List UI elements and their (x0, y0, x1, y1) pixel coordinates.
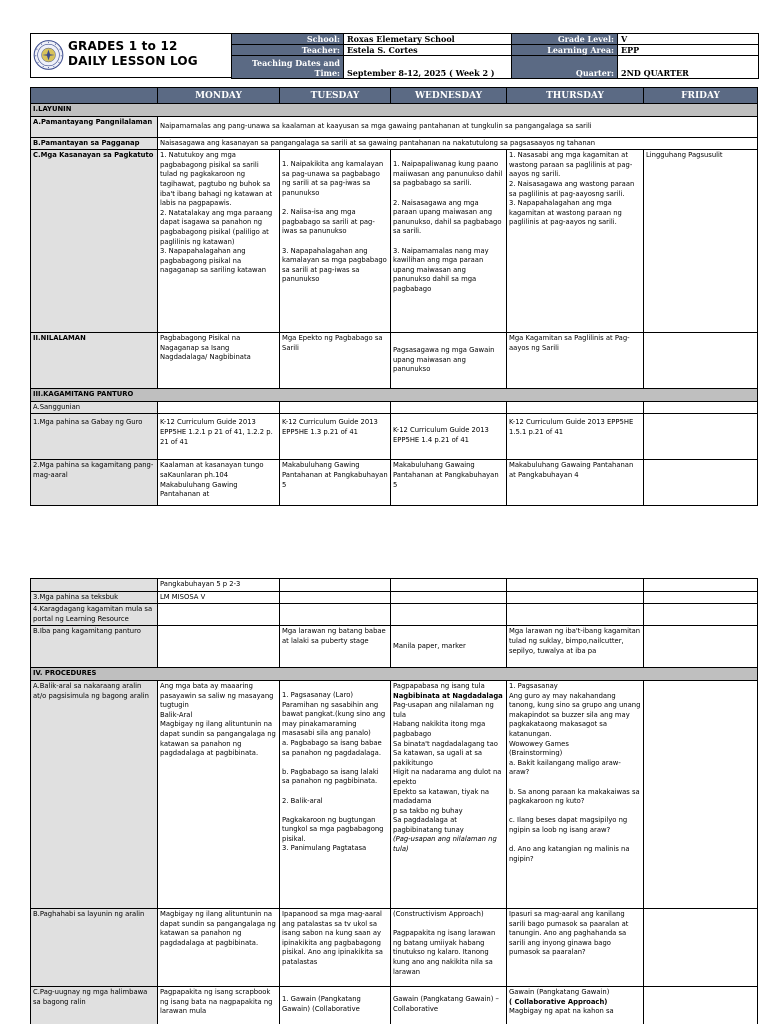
karagdagang-tuesday (280, 604, 391, 626)
poem-title: Nagbibinata at Nagdadalaga (393, 691, 503, 700)
nilalaman-thursday: Mga Kagamitan sa Paglilinis at Pag-aayos ng Sarili (507, 333, 644, 389)
teksbuk-wednesday (391, 591, 507, 604)
continuation-wednesday (391, 579, 507, 592)
row-label-gabay-ng-guro: 1.Mga pahina sa Gabay ng Guro (31, 414, 158, 460)
pamantayang-pangnilalaman-text: Naipamamalas ang pang-unawa sa kaalaman at kaayusan sa mga gawaing pantahanan at tungkulin sa pangangalaga sa sarili (158, 116, 758, 137)
paghahabi-monday: Magbigay ng ilang alituntunin na dapat sundin sa pangangalaga ng katawan sa panahon ng pagdadalaga at pagbibinata. (158, 908, 280, 986)
pag-uugnay-wednesday: Gawain (Pangkatang Gawain) – Collaborative (391, 986, 507, 1024)
row-label-nilalaman: II.NILALAMAN (31, 333, 158, 389)
school-value: Roxas Elemetary School (344, 34, 512, 45)
lesson-table-page-1 (30, 87, 758, 506)
day-header-monday: MONDAY (158, 88, 280, 104)
row-label-continuation (31, 579, 158, 592)
learning-area-label: Learning Area: (512, 45, 618, 56)
continuation-monday: Pangkabuhayan 5 p 2-3 (158, 579, 280, 592)
gabay-thursday: K-12 Curriculum Guide 2013 EPP5HE 1.5.1 p.21 of 41 (507, 414, 644, 460)
teksbuk-thursday (507, 591, 644, 604)
iba-pang-tuesday: Mga larawan ng batang babae at lalaki sa puberty stage (280, 626, 391, 668)
pang-mag-aaral-friday (644, 460, 758, 506)
pang-mag-aaral-tuesday: Makabuluhang Gawing Pantahanan at Pangkabuhayan 5 (280, 460, 391, 506)
row-label-teksbuk: 3.Mga pahina sa teksbuk (31, 591, 158, 604)
title-line-2: DAILY LESSON LOG (68, 54, 198, 68)
sanggunian-friday (644, 401, 758, 414)
karagdagang-thursday (507, 604, 644, 626)
deped-seal-icon (33, 35, 64, 75)
row-label-pag-uugnay: C.Pag-uugnay ng mga halimbawa sa bagong ralin (31, 986, 158, 1024)
balik-aral-tuesday: 1. Pagsasanay (Laro) Paramihan ng sasabihin ang bawat pangkat.(kung sino ang may pinakamaraming masasabi sila ang panalo) a. Pagbabago sa isang babae sa panahon ng pagdadalaga. b. Pagbabago sa isang lalaki sa panahon ng pagbibinata. 2. Balik-aral Pagkakaroon ng bugtungan tungkol sa mga pagbabagong pisikal. 3. Panimulang Pagtatasa (280, 680, 391, 908)
iba-pang-friday (644, 626, 758, 668)
poem-intro: Pagpapabasa ng isang tula (393, 681, 485, 690)
pag-uugnay-friday (644, 986, 758, 1024)
nilalaman-friday (644, 333, 758, 389)
sanggunian-thursday (507, 401, 644, 414)
sanggunian-wednesday (391, 401, 507, 414)
poem-note: (Pag-usapan ang nilalaman ng tula) (393, 835, 497, 854)
continuation-thursday (507, 579, 644, 592)
nilalaman-monday: Pagbabagong Pisikal na Nagaganap sa Isang Nagdadalaga/ Nagbibinata (158, 333, 280, 389)
gabay-wednesday: K-12 Curriculum Guide 2013 EPP5HE 1.4 p.21 of 41 (391, 414, 507, 460)
iba-pang-thursday: Mga larawan ng iba't-ibang kagamitan tulad ng suklay, bimpo,nailcutter, sepilyo, tuwalya at iba pa (507, 626, 644, 668)
section-kagamitang-panturo: III.KAGAMITANG PANTURO (31, 389, 758, 402)
karagdagang-monday (158, 604, 280, 626)
row-label-kagamitang-pang-mag-aaral: 2.Mga pahina sa kagamitang pang-mag-aaral (31, 460, 158, 506)
teksbuk-monday: LM MISOSA V (158, 591, 280, 604)
kasanayan-tuesday: 1. Naipakikita ang kamalayan sa pag-unawa sa pagbabago ng sarili at sa pag-iwas sa panunukso 2. Naiisa-isa ang mga pagbabago sa sarili at pag-iwas sa panunukso 3. Napapahalagahan ang kamalayan sa mga pagbabago sa sarili at pag-iwas sa panunukso (280, 150, 391, 333)
day-header-wednesday: WEDNESDAY (391, 88, 507, 104)
gabay-monday: K-12 Curriculum Guide 2013 EPP5HE 1.2.1 p 21 of 41, 1.2.2 p. 21 of 41 (158, 414, 280, 460)
row-label-pamantayan-pagganap: B.Pamantayan sa Pagganap (31, 137, 158, 150)
pag-uugnay-thursday-intro: Gawain (Pangkatang Gawain) (509, 987, 610, 996)
continuation-friday (644, 579, 758, 592)
row-label-iba-pang-kagamitan: B.Iba pang kagamitang panturo (31, 626, 158, 668)
quarter-label: Quarter: (512, 56, 618, 79)
lesson-log-page-2 (0, 578, 768, 1024)
paghahabi-tuesday: Ipapanood sa mga mag-aaral ang patalastas sa tv ukol sa isang sabon na kung saan ay ipinakikita ang pagbabagong pisikal. Ano ang ipinakikita sa patalastas (280, 908, 391, 986)
grade-level-value: V (618, 34, 759, 45)
teksbuk-tuesday (280, 591, 391, 604)
nilalaman-tuesday: Mga Epekto ng Pagbabago sa Sarili (280, 333, 391, 389)
balik-aral-thursday: 1. Pagsasanay Ang guro ay may nakahandang tanong, kung sino sa grupo ang unang makapindot sa buzzer sila ang may pagkakataong makasagot sa katanungan. Wowowey Games (Brainstorming) a. Bakit kailangang maligo araw-araw? b. Sa anong paraan ka makakaiwas sa pagkakaroon ng kuto? c. Ilang beses dapat magsipilyo ng ngipin sa loob ng isang araw? d. Ano ang katangian ng malinis na ngipin? (507, 680, 644, 908)
karagdagang-wednesday (391, 604, 507, 626)
day-header-tuesday: TUESDAY (280, 88, 391, 104)
pag-uugnay-monday: Pagpapakita ng isang scrapbook ng isang bata na nagpapakita ng larawan mula (158, 986, 280, 1024)
teksbuk-friday (644, 591, 758, 604)
pang-mag-aaral-thursday: Makabuluhang Gawaing Pantahanan at Pangkabuhayan 4 (507, 460, 644, 506)
continuation-tuesday (280, 579, 391, 592)
nilalaman-wednesday: Pagsasagawa ng mga Gawain upang maiwasan ang panunukso (391, 333, 507, 389)
quarter-value: 2ND QUARTER (618, 56, 759, 79)
row-label-balik-aral: A.Balik-aral sa nakaraang aralin at/o pagsisimula ng bagong aralin (31, 680, 158, 908)
section-procedures: IV. PROCEDURES (31, 668, 758, 681)
header-info-table (231, 33, 759, 79)
iba-pang-monday (158, 626, 280, 668)
balik-aral-friday (644, 680, 758, 908)
paghahabi-thursday: Ipasuri sa mag-aaral ang kanilang sarili bago pumasok sa paaralan at tanungin. Ano ang paghahanda sa sarili ang inyong ginawa bago pumasok sa paaralan? (507, 908, 644, 986)
teacher-value: Estela S. Cortes (344, 45, 512, 56)
pag-uugnay-tuesday: 1. Gawain (Pangkatang Gawain) (Collaborative (280, 986, 391, 1024)
pang-mag-aaral-wednesday: Makabuluhang Gawaing Pantahanan at Pangkabuhayan 5 (391, 460, 507, 506)
teaching-dates-label: Teaching Dates and Time: (232, 56, 344, 79)
grade-level-label: Grade Level: (512, 34, 618, 45)
title-line-1: GRADES 1 to 12 (68, 39, 178, 53)
sanggunian-tuesday (280, 401, 391, 414)
kasanayan-wednesday: 1. Naipapaliwanag kung paano maiiwasan ang panunukso dahil sa pagbabago sa sarili. 2. Naisasagawa ang mga paraan upang maiwasan ang panunukso, dahil sa pagbabago sa sarili. 3. Naipamamalas nang may kawilihan ang mga paraan upang maiwasan ang panunukso dahil sa mga pagbabago (391, 150, 507, 333)
row-label-sanggunian: A.Sanggunian (31, 401, 158, 414)
pag-uugnay-thursday-approach: ( Collaborative Approach) (509, 997, 608, 1006)
row-label-kasanayan: C.Mga Kasanayan sa Pagkatuto (31, 150, 158, 333)
balik-aral-monday: Ang mga bata ay maaaring pasayawin sa saliw ng masayang tugtugin Balik-Aral Magbigay ng ilang alituntunin na dapat sundin sa pangangalaga ng katawan sa panahon ng pagdadalaga at pagbibinata. (158, 680, 280, 908)
paghahabi-wednesday: (Constructivism Approach) Pagpapakita ng isang larawan ng batang umiiyak habang tinutukso ng kalaro. Itanong kung ano ang nakikita nila sa larawan (391, 908, 507, 986)
day-header-friday: FRIDAY (644, 88, 758, 104)
kasanayan-friday: Lingguhang Pagsusulit (644, 150, 758, 333)
iba-pang-wednesday: Manila paper, marker (391, 626, 507, 668)
row-label-pamantayang-pangnilalaman: A.Pamantayang Pangnilalaman (31, 116, 158, 137)
gabay-friday (644, 414, 758, 460)
row-label-karagdagang-kagamitan: 4.Karagdagang kagamitan mula sa portal ng Learning Resource (31, 604, 158, 626)
day-header-row (31, 88, 758, 104)
sanggunian-monday (158, 401, 280, 414)
teacher-label: Teacher: (232, 45, 344, 56)
teaching-dates-value: September 8-12, 2025 ( Week 2 ) (344, 56, 512, 79)
document-title (68, 39, 198, 69)
pag-uugnay-thursday-rest: Magbigay ng apat na kahon sa (509, 1007, 614, 1016)
lesson-table-page-2 (30, 578, 758, 1024)
poem-body: Pag-usapan ang nilalaman ng tula Habang nakikita itong mga pagbabago Sa binata't nagdadalagang tao Sa katawan, sa ugali at sa pakikitungo Higit na nadarama ang dulot na epekto Epekto sa katawan, tiyak na madadama p sa takbo ng buhay Sa pagdadalaga at pagbibinatang tunay (393, 701, 502, 834)
karagdagang-friday (644, 604, 758, 626)
day-header-thursday: THURSDAY (507, 88, 644, 104)
row-label-paghahabi: B.Paghahabi sa layunin ng aralin (31, 908, 158, 986)
pag-uugnay-thursday (507, 986, 644, 1024)
school-label: School: (232, 34, 344, 45)
section-layunin: I.LAYUNIN (31, 104, 758, 117)
pamantayan-pagganap-text: Naisasagawa ang kasanayan sa pangangalaga sa sarili at sa gawaing pantahanan na nakatutulong sa pagsasaayos ng tahanan (158, 137, 758, 150)
kasanayan-thursday: 1. Nasasabi ang mga kagamitan at wastong paraan sa paglilinis at pag-aayos ng sarili. 2. Naisasagawa ang wastong paraan sa paglilinis at pag-aayosng sarili. 3. Napapahalagahan ang mga kagamitan at wastong paraan ng paglilinis at pag-aayos ng sarili. (507, 150, 644, 333)
pang-mag-aaral-monday: Kaalaman at kasanayan tungo saKaunlaran ph.104 Makabuluhang Gawing Pantahanan at (158, 460, 280, 506)
corner-cell (31, 88, 158, 104)
balik-aral-wednesday (391, 680, 507, 908)
gabay-tuesday: K-12 Curriculum Guide 2013 EPP5HE 1.3 p.21 of 41 (280, 414, 391, 460)
document-header (30, 33, 757, 78)
kasanayan-monday: 1. Natutukoy ang mga pagbabagong pisikal sa sarili tulad ng pagkakaroon ng tagihawat, pagtubo ng buhok sa iba't ibang bahagi ng katawan at labis na pagpapawis. 2. Natatalakay ang mga paraang dapat isagawa sa panahon ng pagbabagong pisikal (paliligo at paglilinis ng katawan) 3. Napapahalagahan ang pagbabagong pisikal na nagaganap sa sariling katawan (158, 150, 280, 333)
paghahabi-friday (644, 908, 758, 986)
learning-area-value: EPP (618, 45, 759, 56)
